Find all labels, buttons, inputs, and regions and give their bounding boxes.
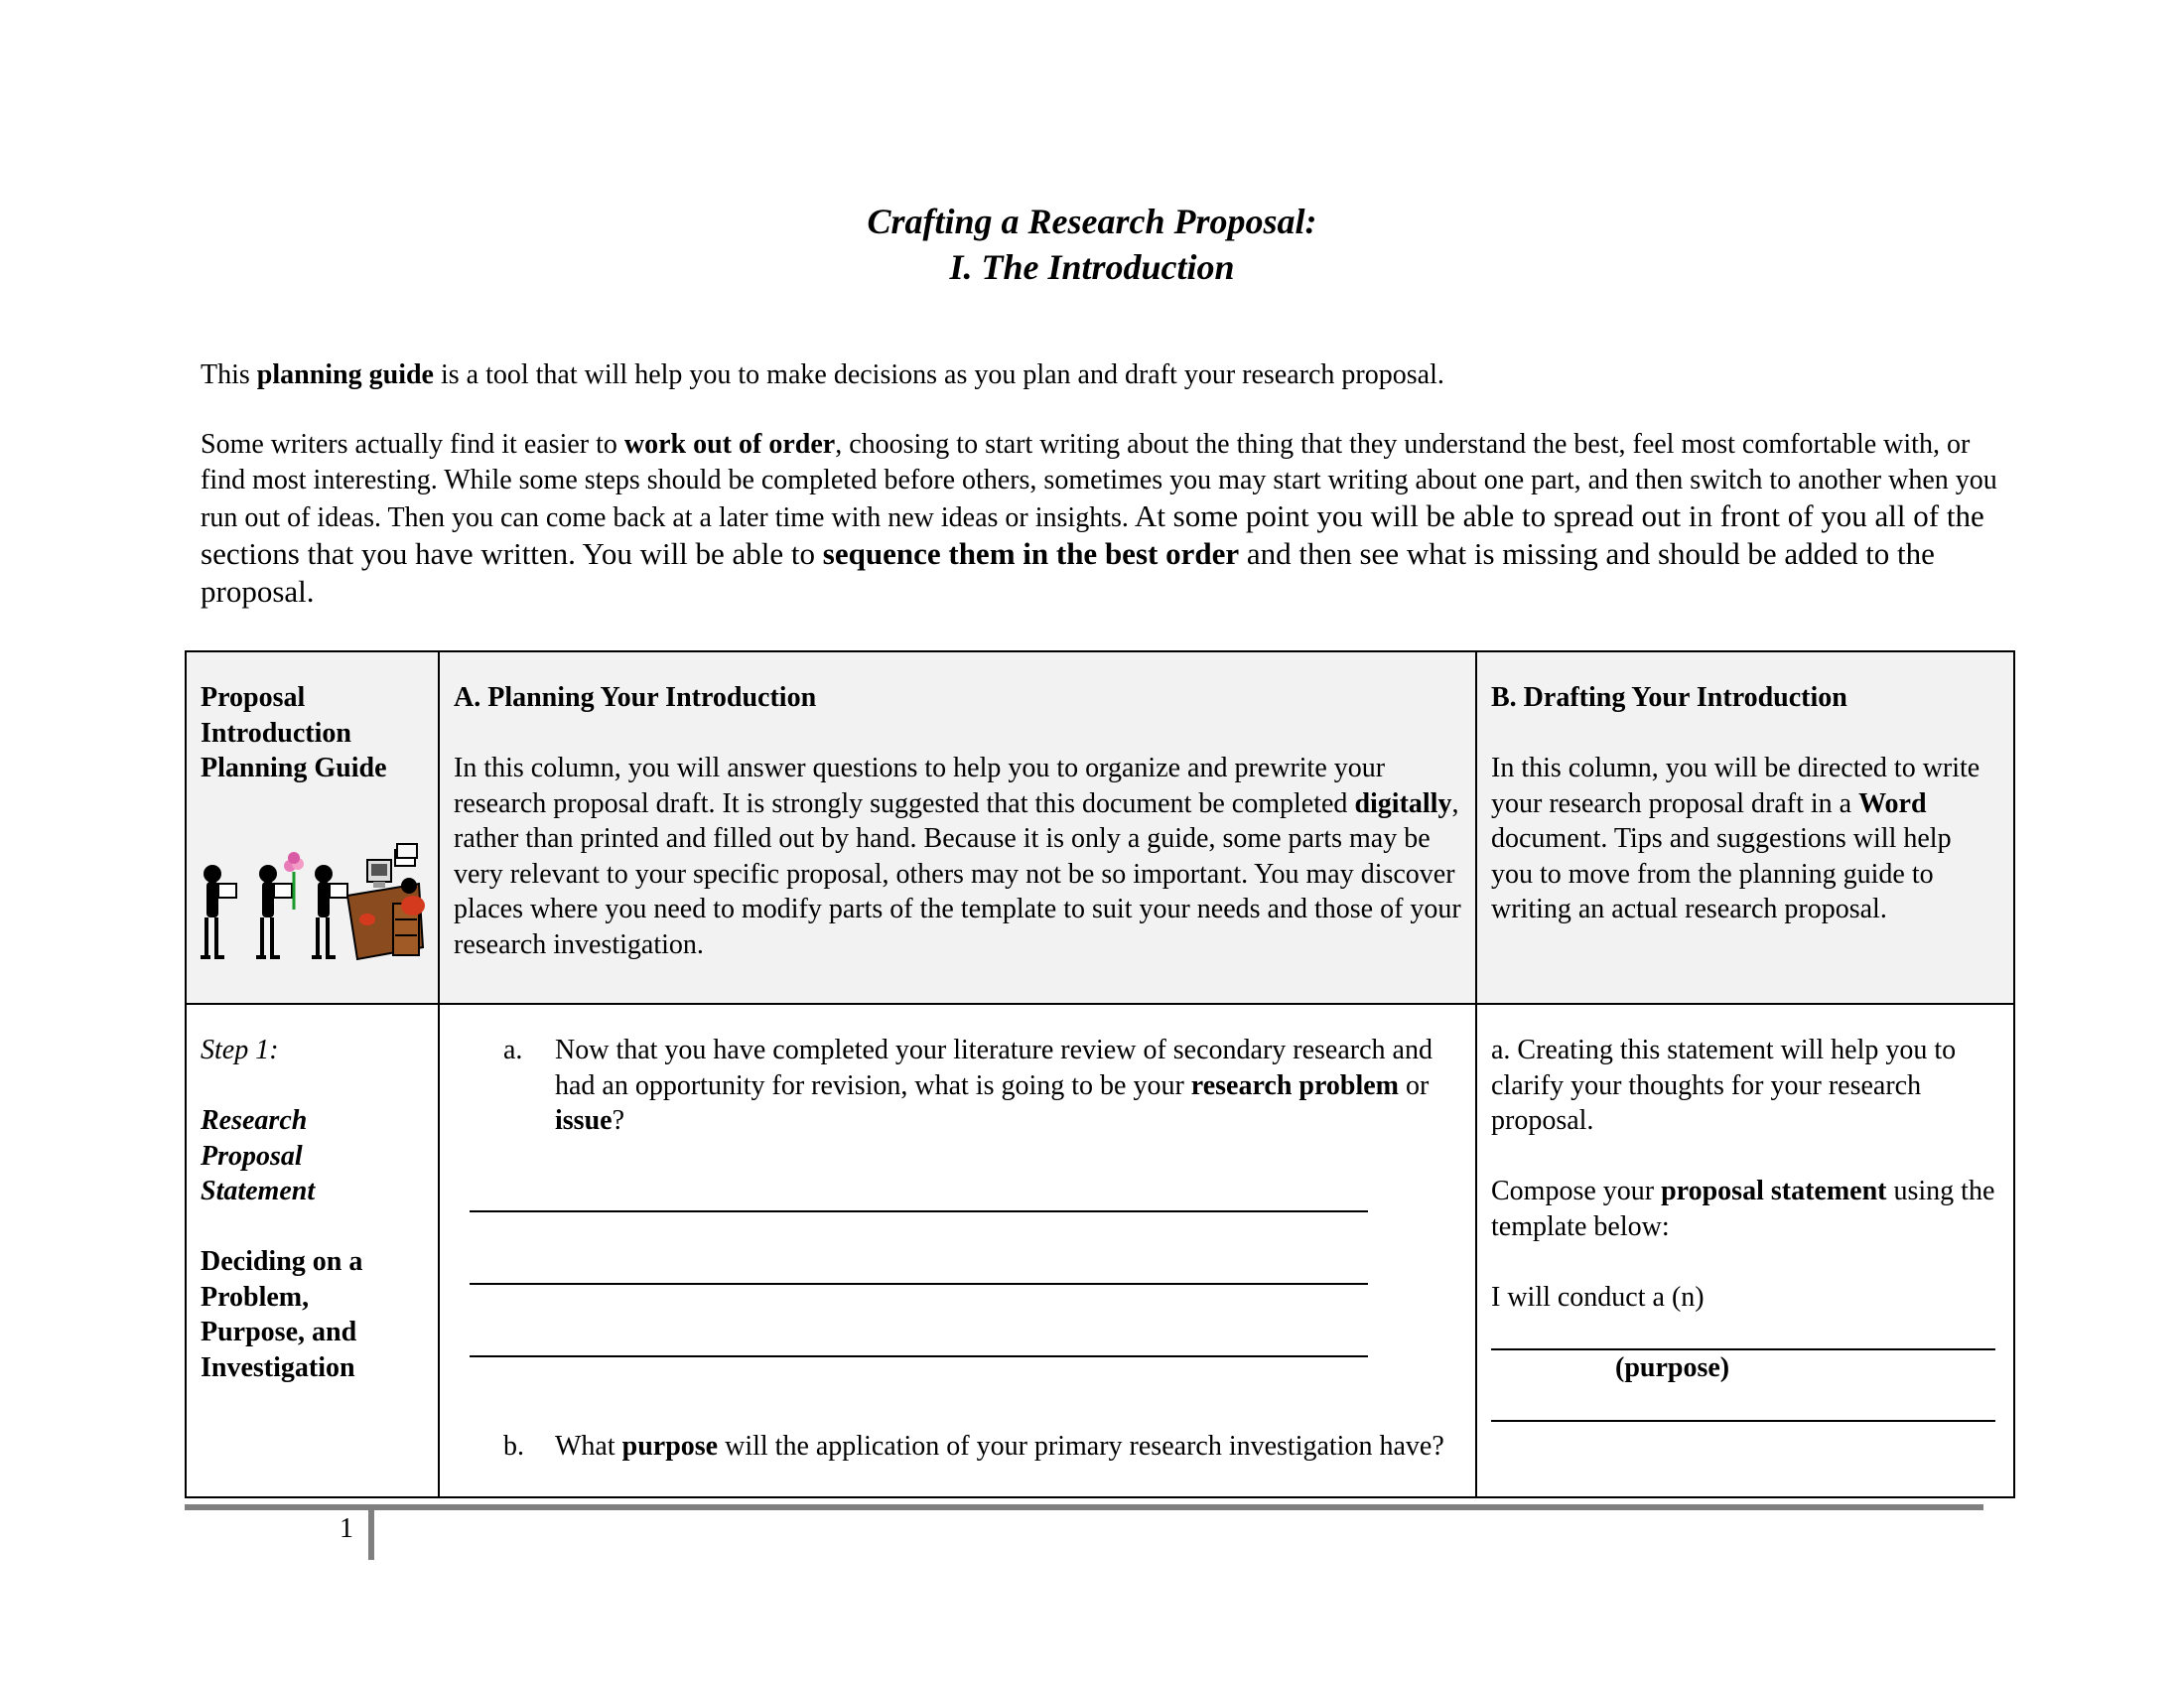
guide-label-line-1: Proposal bbox=[201, 682, 306, 713]
table-header-row bbox=[186, 651, 2014, 1004]
intro-p2-text-d: At some point you will be able to spread out in front of you all of the sections that you have written. You will be able to bbox=[201, 498, 1984, 571]
intro-paragraph-2 bbox=[201, 427, 2007, 612]
guide-label-line-2: Introduction bbox=[201, 717, 351, 749]
drafting-desc-text-c: document. Tips and suggestions will help you to move from the planning guide to writing an actual research proposal. bbox=[1491, 823, 1952, 924]
header-cell-planning bbox=[439, 651, 1476, 1004]
intro-p2-text-a: Some writers actually find it easier to bbox=[201, 429, 624, 460]
purpose-label: (purpose) bbox=[1615, 1352, 1730, 1383]
compose-text-c: using the template below: bbox=[1491, 1176, 1995, 1242]
step-number: Step 1: bbox=[201, 1035, 279, 1065]
template-start: I will conduct a (n) bbox=[1491, 1281, 1705, 1313]
drafting-desc-text-a: In this column, you will be directed to write your research proposal draft in a bbox=[1491, 753, 1980, 819]
planning-desc-text-c: , rather than printed and filled out by hand. Because it is only a guide, some parts may be very relevant to your specific proposal, others may not be so important. You may discover places where you need to modify parts of the template to suit your needs and those of your research investigation. bbox=[454, 787, 1461, 960]
compose-instruction bbox=[1491, 1174, 1999, 1244]
question-a-text-c: or bbox=[1399, 1069, 1430, 1101]
people-at-desk-clipart bbox=[199, 836, 427, 965]
step-1-planning-cell bbox=[439, 1004, 1476, 1497]
title-line-1: Crafting a Research Proposal: bbox=[867, 202, 1317, 241]
question-a-text-a: Now that you have completed your literature review of secondary research and had an opportunity for revision, what is going to be your bbox=[555, 1035, 1433, 1101]
step-1-row bbox=[186, 1004, 2014, 1497]
footer-rule bbox=[185, 1504, 1983, 1510]
question-b-letter: b. bbox=[503, 1431, 524, 1462]
question-list bbox=[454, 1033, 1461, 1139]
planning-guide-table bbox=[185, 650, 2015, 1498]
spacer bbox=[454, 1394, 1461, 1430]
page-number: 1 bbox=[340, 1513, 353, 1544]
answer-line-1[interactable] bbox=[470, 1177, 1368, 1212]
document-title bbox=[0, 199, 2184, 290]
question-a-bold-issue: issue bbox=[555, 1105, 613, 1136]
header-cell-guide bbox=[186, 651, 439, 1004]
question-b bbox=[454, 1429, 1461, 1465]
footer-divider bbox=[368, 1510, 374, 1560]
question-a-bold-research-problem: research problem bbox=[1190, 1069, 1399, 1101]
compose-bold-proposal-statement: proposal statement bbox=[1661, 1176, 1887, 1206]
question-b-text-a: What bbox=[555, 1431, 622, 1462]
intro-p2-bold-work-out-of-order: work out of order bbox=[623, 429, 836, 460]
step-subtitle-line-4: Investigation bbox=[201, 1351, 355, 1383]
step-1-drafting-cell bbox=[1476, 1004, 2014, 1497]
question-list-b bbox=[454, 1429, 1461, 1465]
intro-p2-text-c: , choosing to start writing about the thing that they understand the best, feel most comfortable with, or find most interesting. While some steps should be completed before others, sometimes you may start writing about one part, and then switch to another when you run out of ideas. Then you can come back at a later time with new ideas or insights. bbox=[201, 429, 1997, 533]
title-line-2: I. The Introduction bbox=[949, 247, 1235, 287]
spacer bbox=[1491, 1139, 1999, 1175]
planning-heading: A. Planning Your Introduction bbox=[454, 682, 817, 713]
intro-p1-text-c: is a tool that will help you to make decisions as you plan and draft your research proposal. bbox=[433, 359, 1444, 390]
question-b-text-c: will the application of your primary research investigation have? bbox=[718, 1431, 1444, 1462]
drafting-desc-bold-word: Word bbox=[1858, 787, 1927, 819]
question-a-text-e: ? bbox=[612, 1105, 625, 1136]
question-b-bold-purpose: purpose bbox=[621, 1431, 719, 1462]
answer-line-2[interactable] bbox=[470, 1249, 1368, 1285]
intro-p1-text-a: This bbox=[201, 359, 257, 390]
step-name-line-3: Statement bbox=[201, 1176, 316, 1206]
step-1-label-cell bbox=[186, 1004, 439, 1497]
planning-description bbox=[454, 751, 1461, 962]
guide-label-line-3: Planning Guide bbox=[201, 753, 387, 783]
drafting-tip: a. Creating this statement will help you to clarify your thoughts for your research proposal. bbox=[1491, 1035, 1957, 1136]
spacer bbox=[1491, 1244, 1999, 1280]
step-subtitle-line-3: Purpose, and bbox=[201, 1317, 357, 1347]
spacer bbox=[1491, 716, 1999, 752]
intro-paragraph-1 bbox=[201, 357, 2007, 393]
intro-p2-bold-sequence: sequence them in the best order bbox=[822, 536, 1240, 571]
template-blank-next[interactable] bbox=[1491, 1386, 1995, 1422]
intro-p2-text-f: and then see what is missing and should be added to the proposal. bbox=[201, 536, 1935, 609]
step-subtitle-line-1: Deciding on a bbox=[201, 1246, 363, 1277]
intro-p1-bold-planning-guide: planning guide bbox=[256, 359, 434, 390]
compose-text-a: Compose your bbox=[1491, 1176, 1662, 1206]
step-subtitle-line-2: Problem, bbox=[201, 1281, 310, 1313]
spacer bbox=[201, 1068, 424, 1104]
template-blank-purpose[interactable] bbox=[1491, 1315, 1995, 1350]
step-name-line-2: Proposal bbox=[201, 1140, 303, 1172]
question-a-letter: a. bbox=[503, 1035, 523, 1065]
question-a bbox=[454, 1033, 1461, 1139]
drafting-heading: B. Drafting Your Introduction bbox=[1491, 682, 1847, 713]
answer-line-3[interactable] bbox=[470, 1322, 1368, 1357]
step-name-line-1: Research bbox=[201, 1105, 308, 1136]
planning-desc-bold-digitally: digitally bbox=[1354, 787, 1452, 819]
planning-desc-text-a: In this column, you will answer questions to help you to organize and prewrite your research proposal draft. It is strongly suggested that this document be completed bbox=[454, 753, 1386, 819]
header-cell-drafting bbox=[1476, 651, 2014, 1004]
drafting-description bbox=[1491, 751, 1999, 927]
spacer bbox=[454, 716, 1461, 752]
spacer bbox=[201, 1209, 424, 1245]
